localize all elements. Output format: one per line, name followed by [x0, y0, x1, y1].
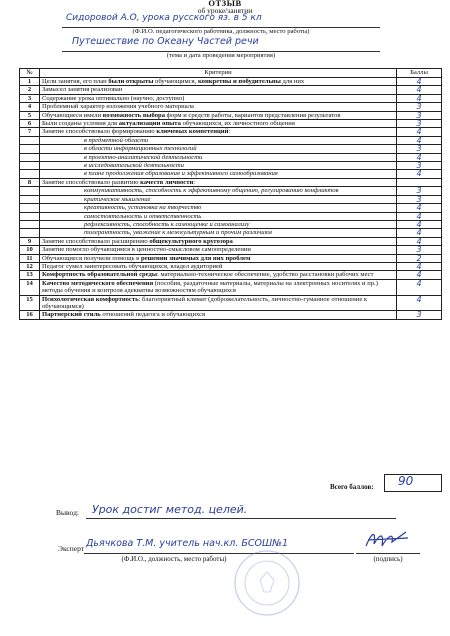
- expert-underline: [84, 553, 354, 554]
- col-score-header: Баллы: [397, 69, 442, 78]
- criteria-text: толерантность, уважение к межкультурным и прочим различиям: [40, 229, 397, 237]
- criteria-number: 13: [20, 271, 40, 279]
- criteria-number: 9: [20, 237, 40, 245]
- criteria-number: [20, 187, 40, 195]
- criteria-number: [20, 153, 40, 161]
- col-num-header: №: [20, 69, 40, 78]
- criteria-row: [20, 246, 442, 254]
- criteria-number: 7: [20, 128, 40, 136]
- criteria-text: Обучающиеся имели возможность выбора форм и средств работы, вариантов представления результатов: [40, 111, 397, 119]
- criteria-number: 1: [20, 78, 40, 86]
- criteria-text: Занятие помогло обучающимся в ценностно-смысловом самоопределении: [40, 246, 397, 254]
- expert-label: Эксперт: [58, 544, 85, 553]
- signature-underline: [356, 553, 420, 554]
- criteria-number: 14: [20, 279, 40, 295]
- form-subtitle: об уроке/занятии: [197, 6, 253, 15]
- criteria-text: Были созданы условия для актуализации опыта обучающихся, их личностного общения: [40, 120, 397, 128]
- criteria-text: критическое мышление: [40, 195, 397, 203]
- criteria-text: Содержание урока оптимально (научно, доступно): [40, 94, 397, 102]
- criteria-number: [20, 145, 40, 153]
- teacher-value: Сидоровой А.О, урока русского яз. в 5 кл: [66, 13, 262, 23]
- criteria-text: в исследовательской деятельности: [40, 162, 397, 170]
- table-header-row: [20, 69, 442, 78]
- criteria-score: 4: [397, 153, 442, 161]
- criteria-row: [20, 136, 442, 144]
- col-criteria-header: Критерии: [40, 69, 397, 78]
- criteria-row: [20, 94, 442, 102]
- criteria-number: [20, 136, 40, 144]
- criteria-row: [20, 212, 442, 220]
- criteria-text: рефлексивность, способность к самооценке и самоанализу: [40, 220, 397, 228]
- criteria-number: [20, 212, 40, 220]
- criteria-score: 4: [397, 212, 442, 220]
- topic-value: Путешествие по Океану Частей речи: [72, 36, 259, 47]
- criteria-number: 11: [20, 254, 40, 262]
- criteria-text: Занятие способствовало формированию ключевых компетенций:: [40, 128, 397, 136]
- total-value: 90: [398, 474, 414, 488]
- criteria-score: 3: [397, 145, 442, 153]
- criteria-row: [20, 78, 442, 86]
- criteria-text: самостоятельность и ответственность: [40, 212, 397, 220]
- criteria-text: Занятие способствовало развитию качеств личности:: [40, 178, 397, 186]
- criteria-row: [20, 153, 442, 161]
- criteria-score: 4: [397, 271, 442, 279]
- criteria-score: 4: [397, 220, 442, 228]
- criteria-row: [20, 204, 442, 212]
- criteria-number: [20, 229, 40, 237]
- criteria-score: 4: [397, 128, 442, 136]
- criteria-number: 5: [20, 111, 40, 119]
- conclusion-value: Урок достиг метод. целей.: [92, 503, 248, 516]
- criteria-number: [20, 220, 40, 228]
- criteria-row: [20, 229, 442, 237]
- criteria-row: [20, 271, 442, 279]
- criteria-text: в предметной области: [40, 136, 397, 144]
- topic-caption: (тема и дата проведения мероприятия): [166, 52, 276, 59]
- criteria-row: [20, 86, 442, 94]
- criteria-row: [20, 262, 442, 270]
- criteria-row: [20, 195, 442, 203]
- signature-caption: (подпись): [373, 555, 403, 563]
- criteria-row: [20, 170, 442, 178]
- criteria-number: 2: [20, 86, 40, 94]
- conclusion-underline: [86, 518, 396, 519]
- criteria-score: 4: [397, 94, 442, 102]
- criteria-score: 3: [397, 187, 442, 195]
- criteria-number: 16: [20, 311, 40, 319]
- criteria-score: 4: [397, 78, 442, 86]
- criteria-text: Занятие способствовало расширению общекультурного кругозора: [40, 237, 397, 245]
- criteria-row: [20, 220, 442, 228]
- criteria-text: Комфортность образовательной среды: материально-техническое обеспечение, удобство расстановки рабочих мест: [40, 271, 397, 279]
- criteria-score: 4: [397, 229, 442, 237]
- criteria-row: [20, 128, 442, 136]
- criteria-row: [20, 111, 442, 119]
- criteria-number: 4: [20, 103, 40, 111]
- criteria-text: в области информационных технологий: [40, 145, 397, 153]
- criteria-row: [20, 187, 442, 195]
- criteria-number: 3: [20, 94, 40, 102]
- criteria-number: [20, 204, 40, 212]
- stamp-image: [232, 548, 302, 618]
- expert-caption: (Ф.И.О., должность, место работы): [121, 555, 227, 563]
- total-label: Всего баллов:: [330, 483, 374, 491]
- criteria-number: [20, 195, 40, 203]
- expert-value: Дьячкова Т.М. учитель нач.кл. БСОШ№1: [86, 538, 289, 549]
- criteria-score: 2: [397, 254, 442, 262]
- criteria-number: 8: [20, 178, 40, 186]
- criteria-text: в проектно-аналитической деятельности: [40, 153, 397, 161]
- criteria-score: 3: [397, 120, 442, 128]
- criteria-score: 4: [397, 86, 442, 94]
- criteria-number: 15: [20, 295, 40, 311]
- criteria-score: 4: [397, 295, 442, 311]
- criteria-score: 4: [397, 262, 442, 270]
- criteria-text: коммуникативность, способность к эффективному общению, регулированию конфликтов: [40, 187, 397, 195]
- criteria-row: [20, 145, 442, 153]
- criteria-text: Проблемный характер изложения учебного материала: [40, 103, 397, 111]
- form-title: ОТЗЫВ: [208, 0, 242, 8]
- criteria-number: 12: [20, 262, 40, 270]
- criteria-body: [20, 78, 442, 320]
- criteria-number: 10: [20, 246, 40, 254]
- criteria-row: [20, 311, 442, 319]
- criteria-text: в плане продолжения образования и эффективного самообразования: [40, 170, 397, 178]
- criteria-text: Педагог сумел заинтересовать обучающихся, владел аудиторией: [40, 262, 397, 270]
- criteria-score: 4: [397, 136, 442, 144]
- criteria-score: 3: [397, 195, 442, 203]
- criteria-row: [20, 237, 442, 245]
- criteria-row: [20, 178, 442, 186]
- criteria-number: [20, 162, 40, 170]
- criteria-score: 3: [397, 311, 442, 319]
- criteria-score: 4: [397, 237, 442, 245]
- teacher-caption: (Ф.И.О. педагогического работника, должность, место работы): [132, 28, 310, 35]
- criteria-row: [20, 254, 442, 262]
- criteria-score: 4: [397, 204, 442, 212]
- criteria-row: [20, 279, 442, 295]
- criteria-score: 4: [397, 279, 442, 295]
- criteria-number: [20, 170, 40, 178]
- criteria-table: [19, 68, 442, 320]
- conclusion-label: Вывод:: [56, 508, 79, 517]
- criteria-score: 3: [397, 162, 442, 170]
- criteria-score: 3: [397, 246, 442, 254]
- criteria-text: креативность, установка на творчество: [40, 204, 397, 212]
- criteria-text: Замысел занятия реализован: [40, 86, 397, 94]
- criteria-number: 6: [20, 120, 40, 128]
- criteria-text: Обучающиеся получили помощь в решении значимых для них проблем: [40, 254, 397, 262]
- criteria-score: 3: [397, 103, 442, 111]
- criteria-row: [20, 120, 442, 128]
- criteria-row: [20, 162, 442, 170]
- criteria-score: 3: [397, 111, 442, 119]
- signature-image: [362, 526, 414, 554]
- criteria-text: Качество методического обеспечения (пособия, раздаточные материалы, материалы на электронных носителях и пр.) методы обучения и контроля адекватны возможностям обучающихся: [40, 279, 397, 295]
- criteria-text: Цели занятия, его план были открыты обучающимся, конкретны и побудительны для них: [40, 78, 397, 86]
- criteria-row: [20, 295, 442, 311]
- criteria-text: Психологическая комфортность: благоприятный климат (доброжелательность, личностно-гуманное отношение к обучающимся): [40, 295, 397, 311]
- criteria-score: 4: [397, 170, 442, 178]
- criteria-row: [20, 103, 442, 111]
- criteria-text: Партнерский стиль отношений педагога и обучающихся: [40, 311, 397, 319]
